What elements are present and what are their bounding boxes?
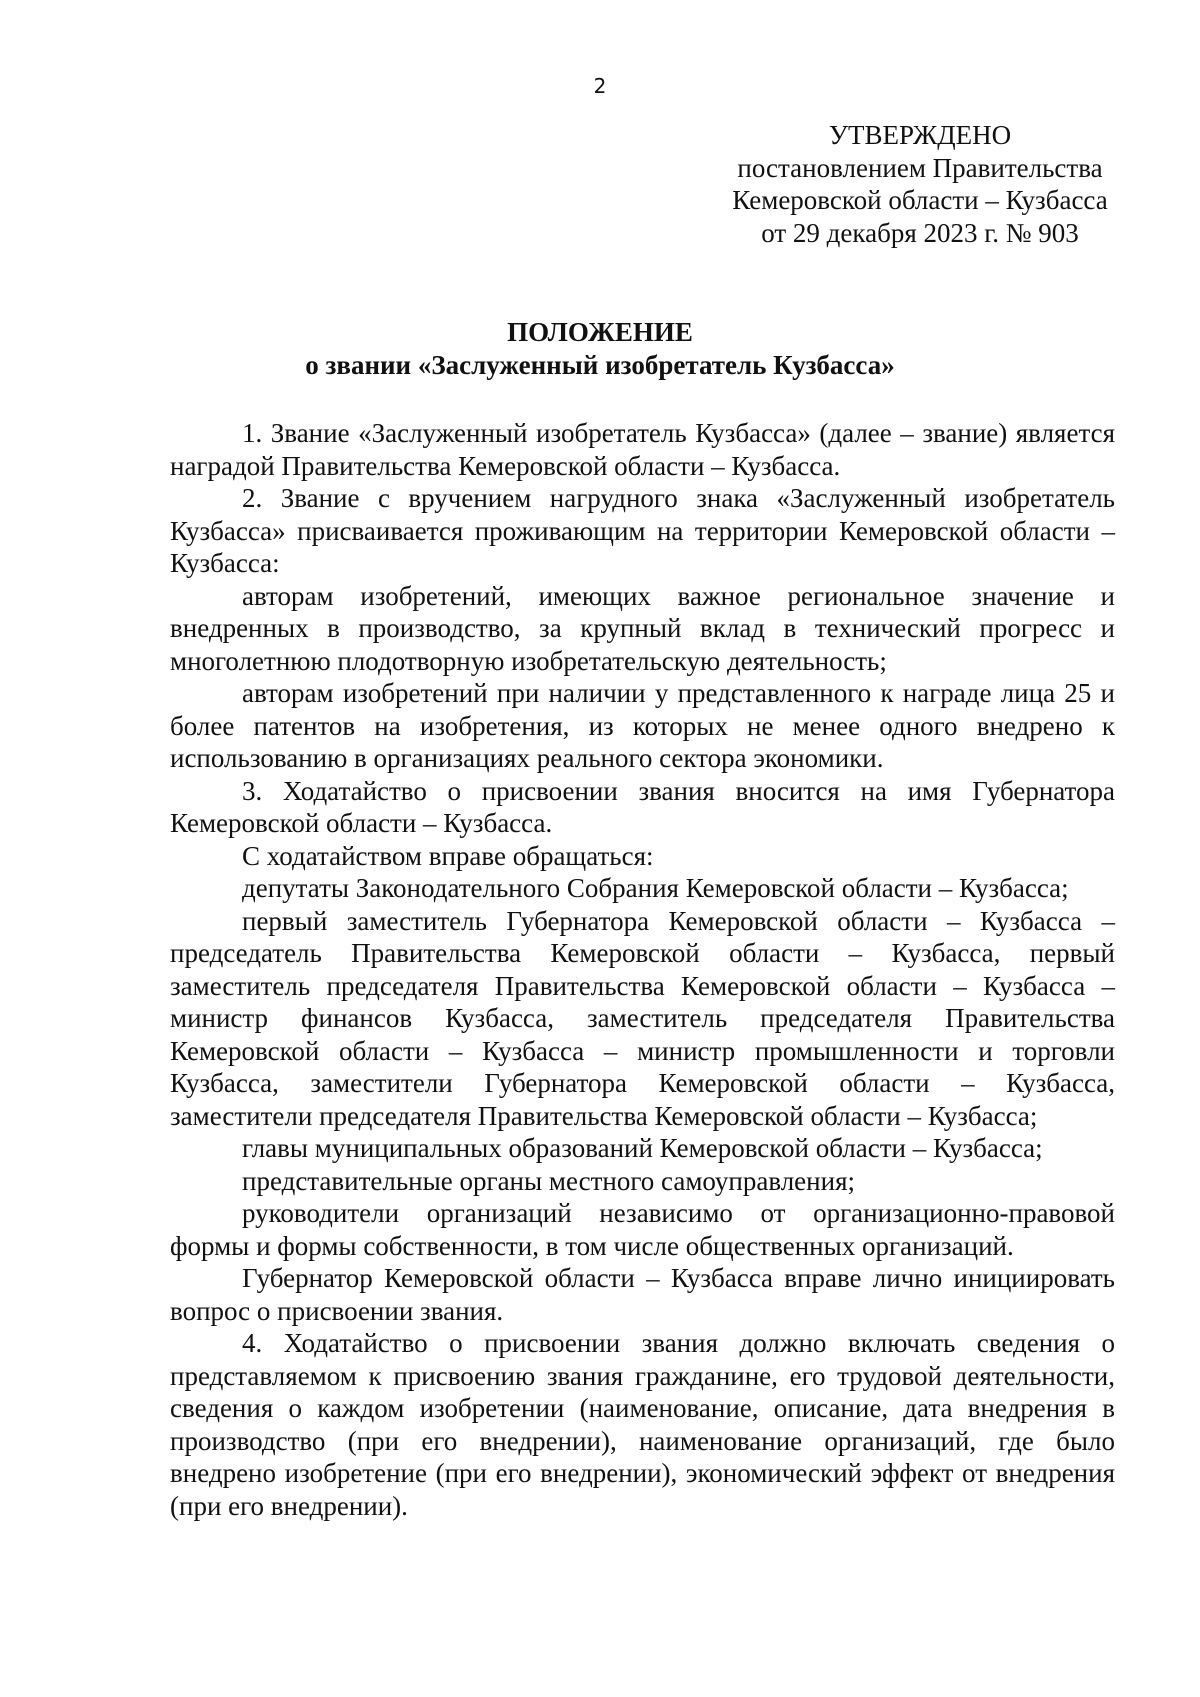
title-heading: ПОЛОЖЕНИЕ	[507, 317, 693, 347]
paragraph: авторам изобретений, имеющих важное региональное значение и внедренных в производство, за крупный вклад в технический прогресс и многолетнюю плодотворную изобретательскую деятельность;	[170, 580, 1115, 676]
approval-line: постановлением Правительства	[737, 152, 1103, 183]
approval-line: Кемеровской области – Кузбасса	[732, 185, 1108, 215]
paragraph: главы муниципальных образований Кемеровской области – Кузбасса;	[242, 1133, 1043, 1163]
paragraph: 3. Ходатайство о присвоении звания вносится на имя Губернатора Кемеровской области – Кузбасса.	[170, 775, 1115, 838]
page-number: 2	[593, 74, 607, 98]
approval-date-number: от 29 декабря 2023 г. № 903	[761, 217, 1079, 248]
paragraph: руководители организаций независимо от организационно-правовой формы и формы собственности, в том числе общественных организаций.	[170, 1198, 1115, 1261]
approval-block	[700, 119, 1140, 249]
paragraph: представительные органы местного самоуправления;	[242, 1165, 855, 1196]
paragraph: 2. Звание с вручением нагрудного знака «Заслуженный изобретатель Кузбасса» присваивается проживающим на территории Кемеровской области – Кузбасса:	[170, 483, 1115, 578]
paragraph: С ходатайством вправе обращаться:	[242, 840, 654, 871]
paragraph: первый заместитель Губернатора Кемеровской области – Кузбасса – председатель Правительства Кемеровской области – Кузбасса, первый заместитель председателя Правительства Кемеровской области – Кузбасса – министр финансов Кузбасса, заместитель председателя Правительства Кемеровской области – Кузбасса – министр промышленности и торговли Кузбасса, заместители Губернатора Кемеровской области – Кузбасса, заместители председателя Правительства Кемеровской области – Кузбасса;	[170, 905, 1115, 1131]
document-body	[170, 417, 1115, 1522]
paragraph: 4. Ходатайство о присвоении звания должно включать сведения о представляемом к присвоению звания гражданине, его трудовой деятельности, сведения о каждом изобретении (наименование, описание, дата внедрения в производство (при его внедрении), наименование организаций, где было внедрено изобретение (при его внедрении), экономический эффект от внедрения (при его внедрении).	[170, 1328, 1115, 1521]
paragraph: Губернатор Кемеровской области – Кузбасса вправе лично инициировать вопрос о присвоении звания.	[170, 1263, 1115, 1326]
paragraph: депутаты Законодательного Собрания Кемеровской области – Кузбасса;	[242, 873, 1069, 903]
approval-heading: УТВЕРЖДЕНО	[828, 120, 1012, 150]
paragraph: авторам изобретений при наличии у представленного к награде лица 25 и более патентов на изобретения, из которых не менее одного внедрено к использованию в организациях реального сектора экономики.	[170, 678, 1115, 773]
document-title	[170, 316, 1030, 381]
paragraph: 1. Звание «Заслуженный изобретатель Кузбасса» (далее – звание) является наградой Правительства Кемеровской области – Кузбасса.	[170, 418, 1115, 481]
title-subheading: о звании «Заслуженный изобретатель Кузбасса»	[305, 349, 895, 380]
